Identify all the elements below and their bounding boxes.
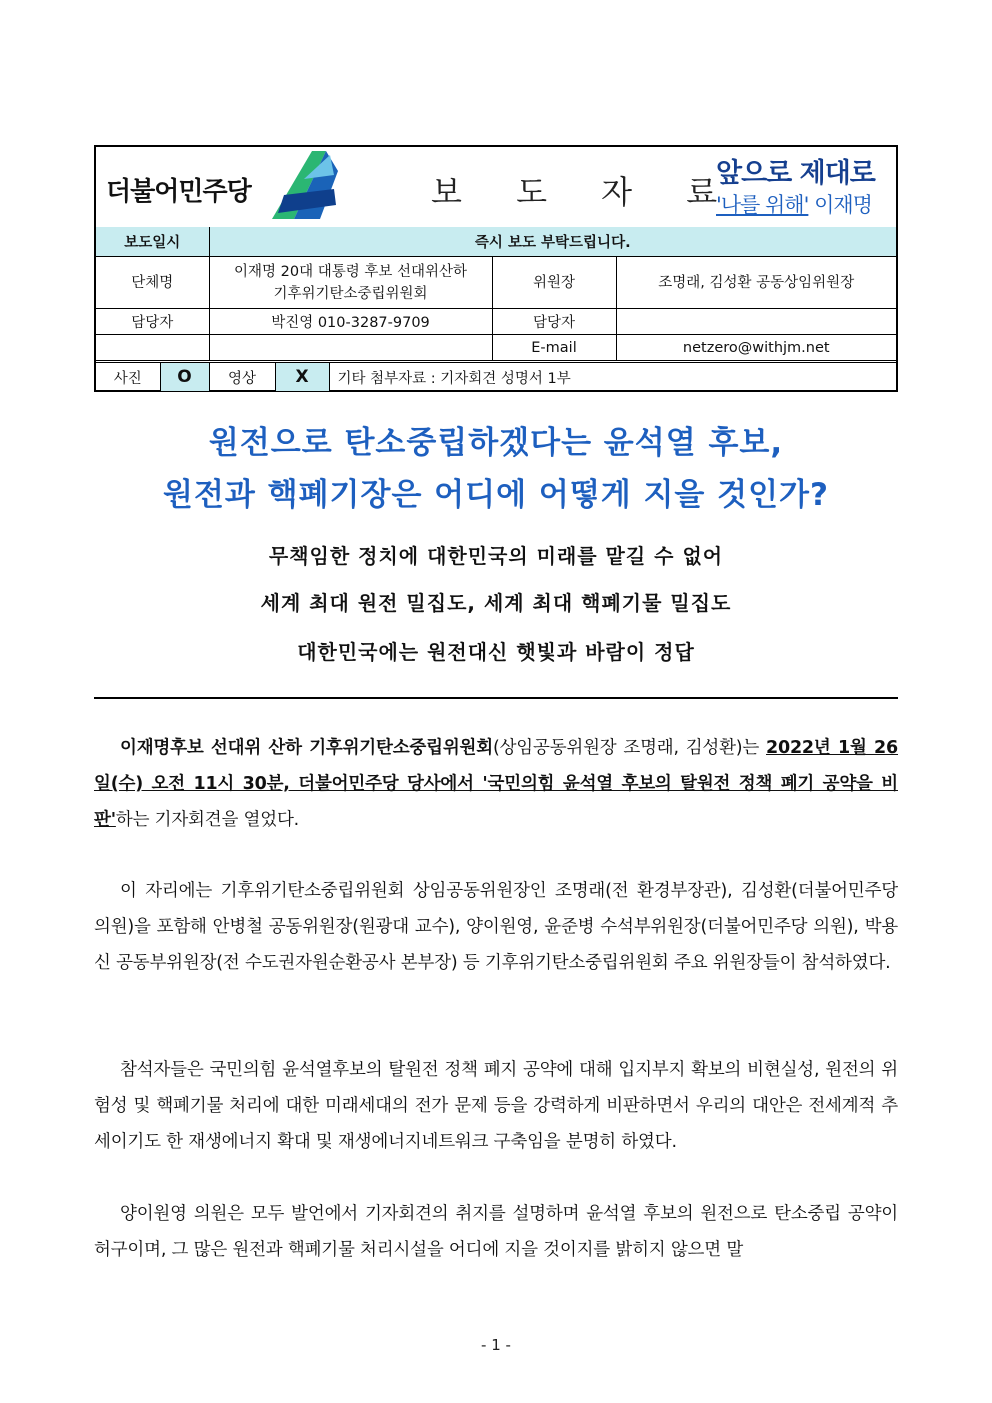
media-row [96,363,896,392]
party-logo-icon [264,149,344,225]
release-row [96,227,896,257]
org-row [96,257,896,309]
media-row-table [96,362,896,391]
release-info-table [96,227,896,361]
contact-value: 박진영 010-3287-9709 [209,309,492,335]
contact-label: 담당자 [96,309,209,335]
p1-underline: 2022년 1월 26일(수) 오전 11시 30분, 더불어민주당 당사에서 '국민의힘 윤석열 후보의 탈원전 정책 폐기 공약을 비판' [94,738,899,830]
org-value-line1: 이재명 20대 대통령 후보 선대위산하 [234,263,467,280]
subtitle-3: 대한민국에는 원전대신 햇빛과 바람이 정답 [297,640,695,664]
photo-label: 사진 [96,363,160,392]
paragraph-4: 양이원영 의원은 모두 발언에서 기자회견의 취지를 설명하며 윤석열 후보의 원전으로 탄소중립 공약이 허구이며, 그 많은 원전과 핵폐기물 처리시설을 어디에 지을 것이지를 밝히지 않으면 말 [94,1204,898,1260]
slogan-line2 [716,189,872,219]
press-release-header [94,145,898,392]
slogan-line1: 앞으로 제대로 [716,158,875,189]
p1-end: 하는 기자회견을 열었다. [115,810,300,830]
release-value: 즉시 보도 부탁드립니다. [209,227,896,257]
org-value [209,257,492,309]
subtitle-2: 세계 최대 원전 밀집도, 세계 최대 핵폐기물 밀집도 [260,591,732,615]
paragraph-3: 참석자들은 국민의힘 윤석열후보의 탈원전 정책 폐지 공약에 대해 입지부지 확보의 비현실성, 원전의 위험성 및 핵폐기물 처리에 대한 미래세대의 전가 문제 등을 강력하게 비판하면서 우리의 대안은 전세계적 추세이기도 한 재생에너지 확대 및 재생에너지네트워크 구축임을 분명히 하였다. [94,1060,898,1152]
chair-label: 위원장 [492,257,616,309]
attachment-text: 기타 첨부자료 : 기자회견 성명서 1부 [329,363,896,392]
slogan-quote: '나를 위해' [716,193,809,217]
email-value: netzero@withjm.net [616,335,896,361]
org-value-line2: 기후위기탄소중립위원회 [273,285,428,302]
divider-line [94,697,898,699]
chair-value: 조명래, 김성환 공동상임위원장 [616,257,896,309]
press-release-title: 보 도 자 료 [431,173,740,211]
p1-bold: 이재명후보 선대위 산하 기후위기탄소중립위원회 [120,738,493,758]
campaign-slogan [708,147,896,227]
headline-line2: 원전과 핵폐기장은 어디에 어떻게 지을 것인가? [163,477,829,513]
party-logo-text: 더불어민주당 [106,177,251,207]
photo-mark: O [160,363,209,392]
contact-row [96,309,896,335]
email-label: E-mail [492,335,616,361]
video-mark: X [275,363,329,392]
page-number: - 1 - [481,1336,511,1354]
slogan-name: 이재명 [814,193,872,217]
empty-cell [209,335,492,361]
paragraph-2: 이 자리에는 기후위기탄소중립위원회 상임공동위원장인 조명래(전 환경부장관), 김성환(더불어민주당 의원)을 포함해 안병철 공동위원장(원광대 교수), 양이원영, 윤준병 수석부위원장(더불어민주당 의원), 박용신 공동부위원장(전 수도권자원순환공사 본부장) 등 기후위기탄소중립위원회 주요 위원장들이 참석하였다. [94,881,898,973]
header-top-row [96,147,896,228]
empty-cell [96,335,209,361]
paragraph-1 [94,730,898,838]
contact2-label: 담당자 [492,309,616,335]
video-label: 영상 [209,363,275,392]
contact2-value [616,309,896,335]
release-label: 보도일시 [96,227,209,257]
subtitle-1: 무책임한 정치에 대한민국의 미래를 맡길 수 없어 [268,544,724,568]
org-label: 단체명 [96,257,209,309]
email-row [96,335,896,361]
headline-line1: 원전으로 탄소중립하겠다는 윤석열 후보, [208,425,784,461]
p1-mid: (상임공동위원장 조명래, 김성환)는 [492,738,766,758]
